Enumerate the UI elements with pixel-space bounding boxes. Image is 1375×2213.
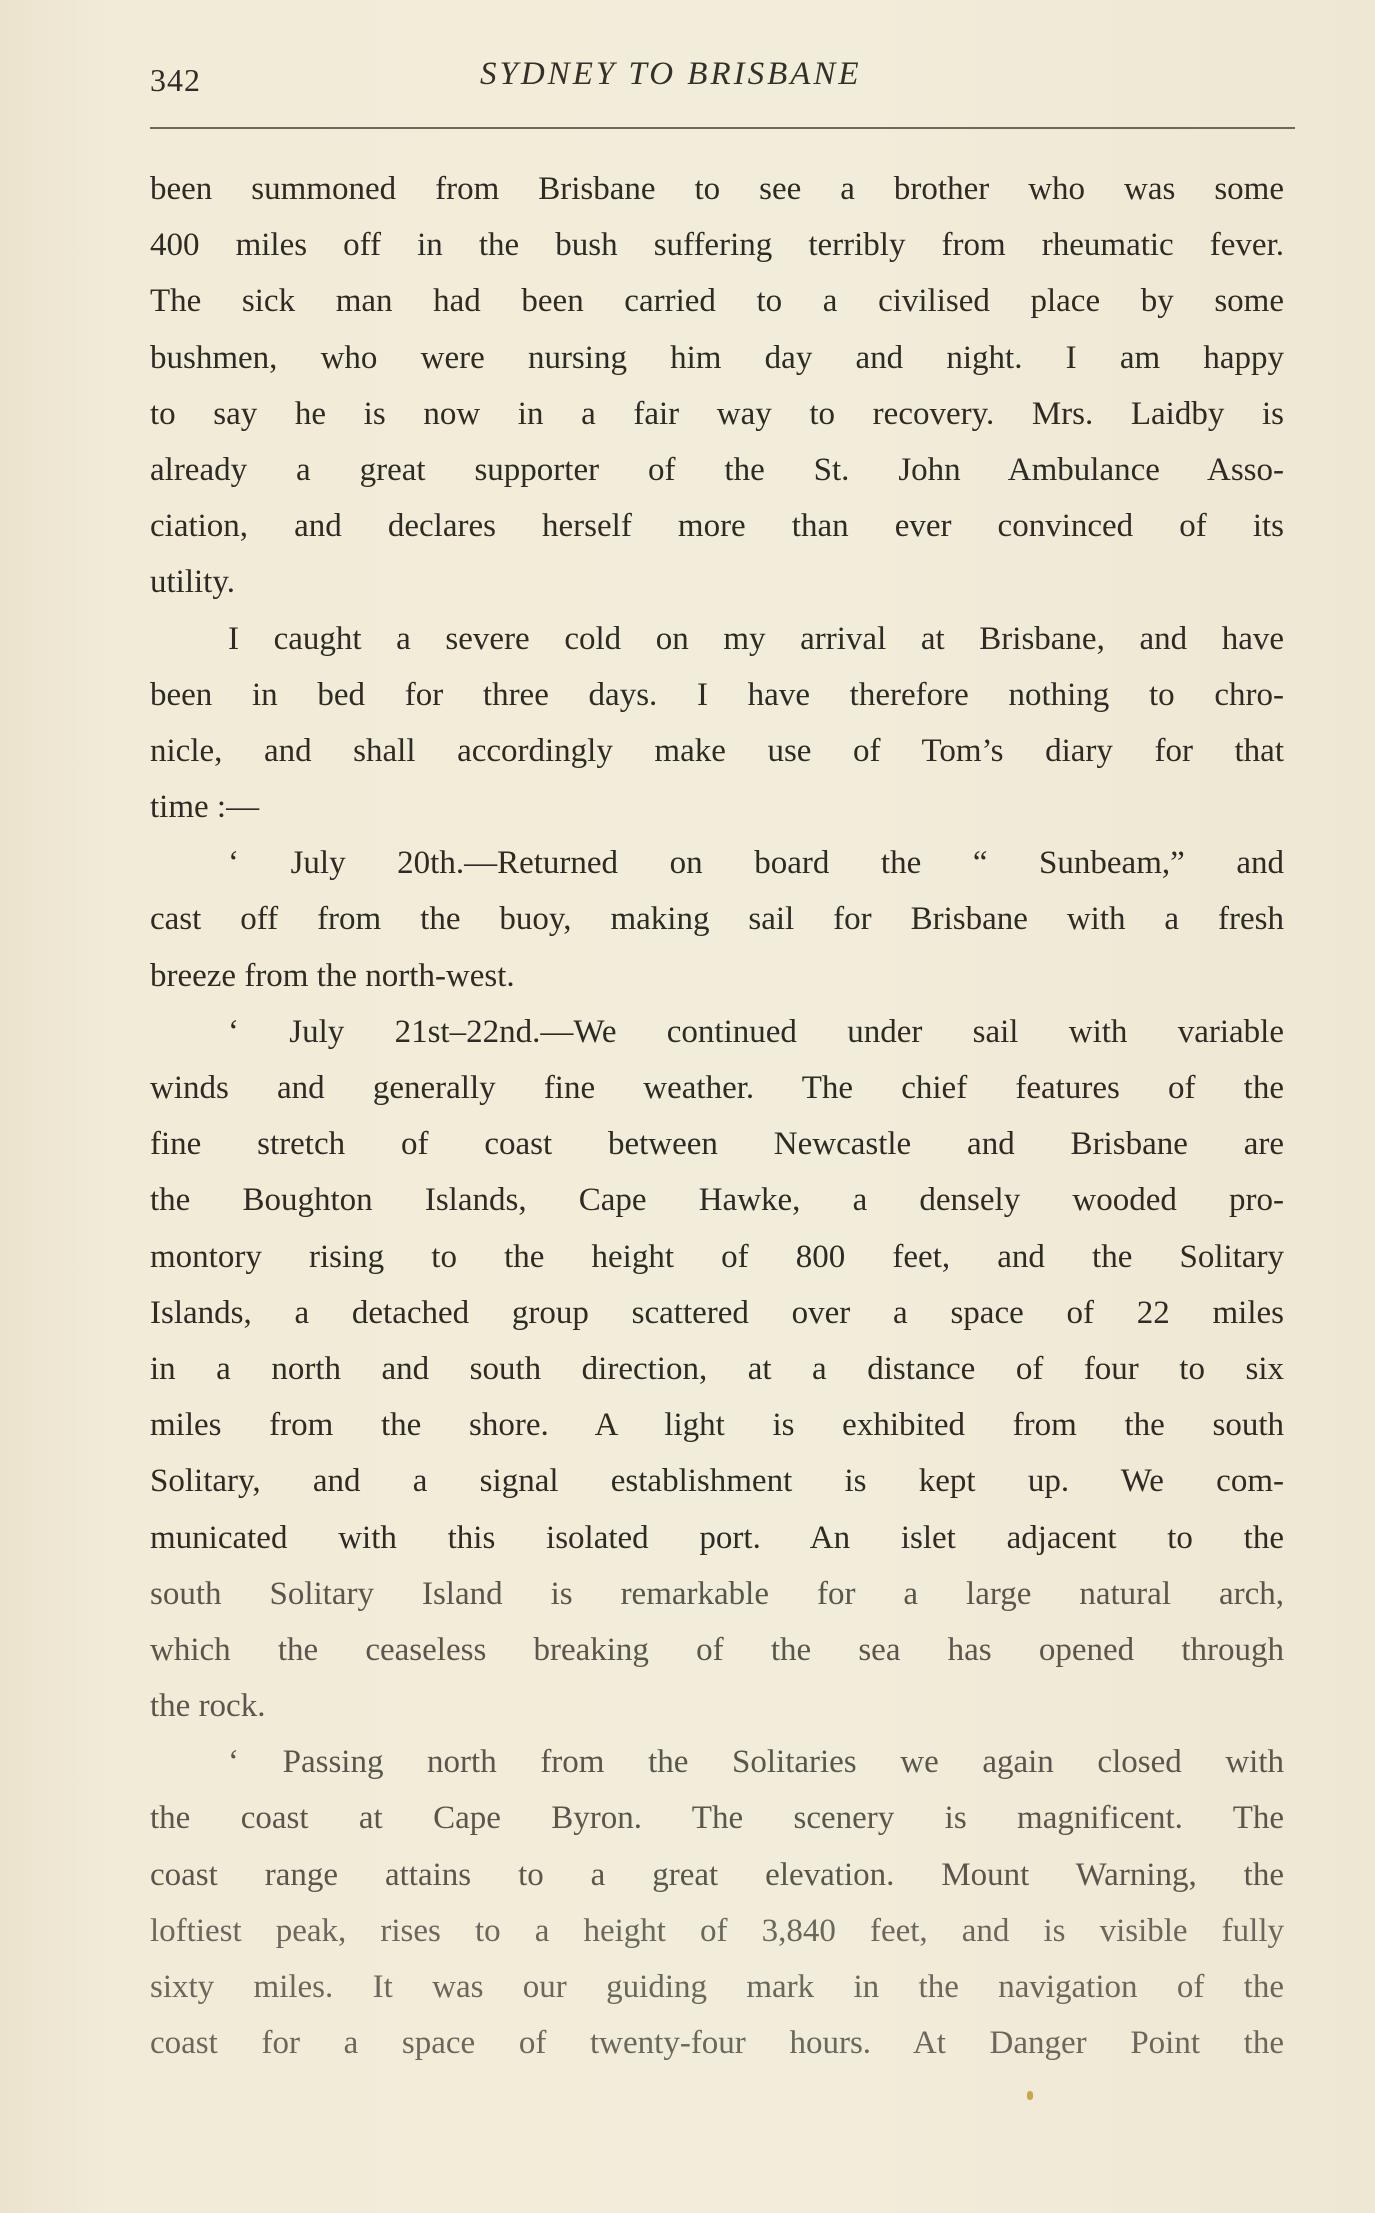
running-title: SYDNEY TO BRISBANE [480, 56, 862, 92]
text-line: been in bed for three days. I have therefore nothing to chro- [150, 676, 1284, 713]
ink-speck [1027, 2091, 1033, 2100]
page-number: 342 [150, 62, 201, 98]
text-line: the rock. [150, 1688, 266, 1725]
text-line: time :— [150, 789, 260, 826]
text-line: miles from the shore. A light is exhibited from the south [150, 1407, 1284, 1444]
text-line: sixty miles. It was our guiding mark in the navigation of the [150, 1969, 1284, 2005]
page-header [150, 56, 1288, 106]
text-line: coast range attains to a great elevation. Mount Warning, the [150, 1856, 1284, 1893]
text-line: ciation, and declares herself more than ever convinced of its [150, 508, 1284, 545]
text-line: utility. [150, 564, 235, 601]
text-line: already a great supporter of the St. John Ambulance Asso- [150, 451, 1284, 488]
text-line: ‘ July 21st–22nd.—We continued under sail with variable [228, 1013, 1284, 1050]
text-line: Solitary, and a signal establishment is kept up. We com- [150, 1463, 1284, 1500]
text-line: I caught a severe cold on my arrival at Brisbane, and have [228, 620, 1284, 657]
text-line: the Boughton Islands, Cape Hawke, a densely wooded pro- [150, 1182, 1284, 1219]
text-line: 400 miles off in the bush suffering terribly from rheumatic fever. [150, 227, 1284, 264]
text-line: cast off from the buoy, making sail for Brisbane with a fresh [150, 901, 1284, 938]
text-line: in a north and south direction, at a distance of four to six [150, 1350, 1284, 1387]
text-line: montory rising to the height of 800 feet, and the Solitary [150, 1238, 1284, 1275]
text-line: breeze from the north-west. [150, 957, 515, 994]
body-text [150, 161, 1284, 2071]
text-line: which the ceaseless breaking of the sea has opened through [150, 1631, 1284, 1668]
text-line: nicle, and shall accordingly make use of Tom’s diary for that [150, 732, 1284, 769]
text-line: fine stretch of coast between Newcastle and Brisbane are [150, 1126, 1284, 1163]
text-line: municated with this isolated port. An islet adjacent to the [150, 1519, 1284, 1556]
text-line: bushmen, who were nursing him day and night. I am happy [150, 339, 1284, 376]
text-line: The sick man had been carried to a civilised place by some [150, 283, 1284, 320]
text-line: winds and generally fine weather. The chief features of the [150, 1070, 1284, 1106]
header-rule [150, 127, 1295, 129]
text-line: been summoned from Brisbane to see a brother who was some [150, 171, 1284, 207]
text-line: south Solitary Island is remarkable for a large natural arch, [150, 1575, 1284, 1612]
text-line: loftiest peak, rises to a height of 3,840 feet, and is visible fully [150, 1912, 1284, 1949]
text-line: to say he is now in a fair way to recovery. Mrs. Laidby is [150, 395, 1284, 432]
text-line: coast for a space of twenty-four hours. At Danger Point the [150, 2025, 1284, 2062]
text-line: the coast at Cape Byron. The scenery is magnificent. The [150, 1800, 1284, 1837]
text-line: ‘ Passing north from the Solitaries we again closed with [228, 1744, 1284, 1781]
text-line: Islands, a detached group scattered over a space of 22 miles [150, 1294, 1284, 1331]
text-line: ‘ July 20th.—Returned on board the “ Sunbeam,” and [228, 845, 1284, 882]
